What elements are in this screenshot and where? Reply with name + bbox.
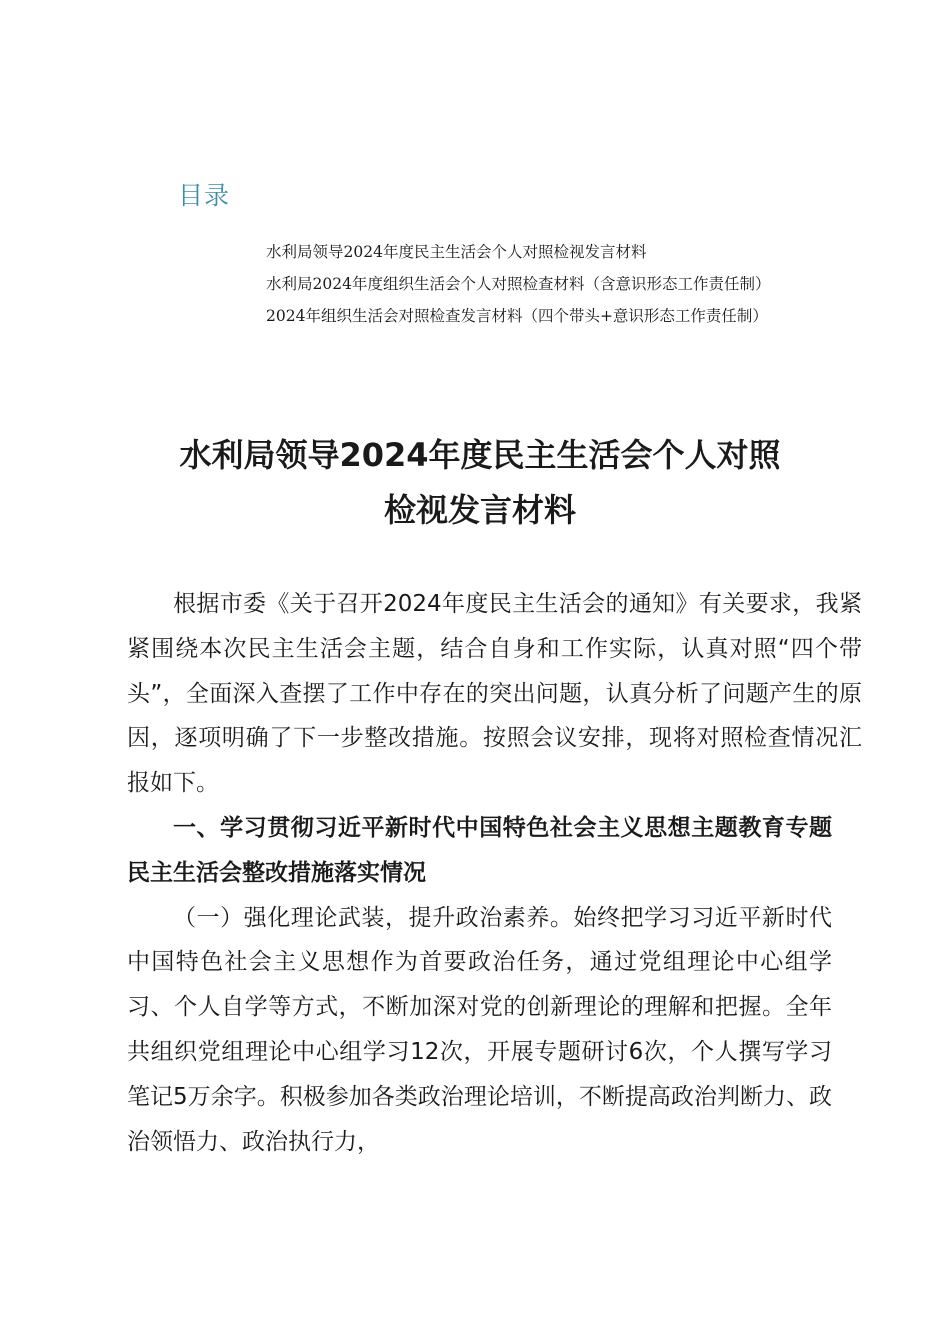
document-title <box>95 428 865 538</box>
intro-paragraph: 根据市委《关于召开2024年度民主生活会的通知》有关要求，我紧紧围绕本次民主生活会主题，结合自身和工作实际，认真对照“四个带头”，全面深入查摆了工作中存在的突出问题，认真分析了问题产生的原因，逐项明确了下一步整改措施。按照会议安排，现将对照检查情况汇报如下。 <box>127 591 862 797</box>
toc-item[interactable]: 水利局领导2024年度民主生活会个人对照检视发言材料 <box>266 243 647 261</box>
document-title-line-1: 水利局领导2024年度民主生活会个人对照 <box>179 436 781 474</box>
toc-item[interactable]: 2024年组织生活会对照检查发言材料（四个带头+意识形态工作责任制） <box>266 307 768 325</box>
toc-item[interactable]: 水利局2024年度组织生活会个人对照检查材料（含意识形态工作责任制） <box>266 275 771 293</box>
body-paragraph: （一）强化理论武装，提升政治素养。始终把学习习近平新时代中国特色社会主义思想作为首要政治任务，通过党组理论中心组学习、个人自学等方式，不断加深对党的创新理论的理解和把握。全年共组织党组理论中心组学习12次，开展专题研讨6次，个人撰写学习笔记5万余字。积极参加各类政治理论培训，不断提高政治判断力、政治领悟力、政治执行力， <box>127 904 832 1155</box>
document-body <box>127 582 862 1164</box>
table-of-contents <box>266 236 770 332</box>
section-heading: 一、学习贯彻习近平新时代中国特色社会主义思想主题教育专题民主生活会整改措施落实情况 <box>127 814 832 886</box>
toc-heading: 目录 <box>178 181 231 210</box>
document-title-line-2: 检视发言材料 <box>383 491 576 529</box>
